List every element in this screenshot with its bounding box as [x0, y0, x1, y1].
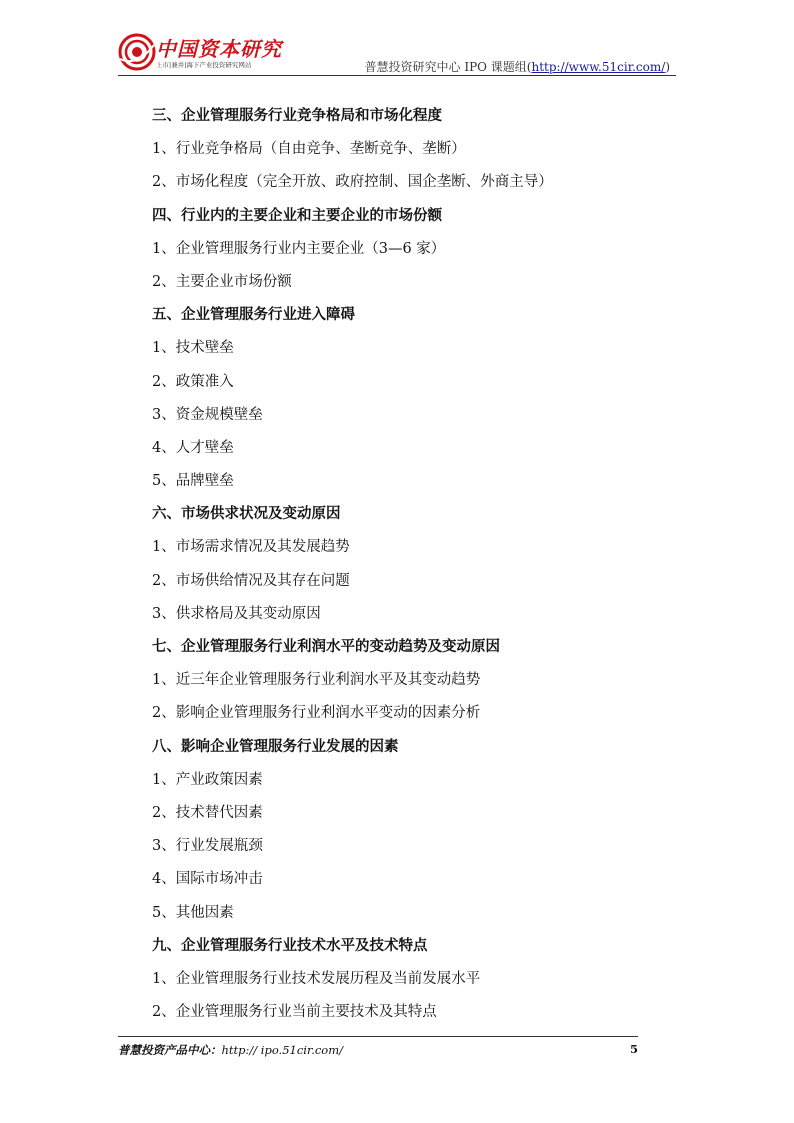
section-heading: 五、企业管理服务行业进入障碍 [152, 307, 355, 324]
document-body [152, 100, 692, 1029]
logo-name: 中国资本研究 [156, 37, 282, 61]
list-item: 1、技术壁垒 [152, 340, 234, 357]
list-item: 2、主要企业市场份额 [152, 273, 292, 290]
logo-slogan: 上市|兼并|海下产业投资研究网站 [156, 61, 252, 69]
list-item: 1、企业管理服务行业技术发展历程及当前发展水平 [152, 970, 481, 987]
list-item: 1、行业竞争格局（自由竞争、垄断竞争、垄断） [152, 141, 466, 158]
header-org-text: 普慧投资研究中心 IPO 课题组( [364, 60, 532, 74]
list-item: 1、近三年企业管理服务行业利润水平及其变动趋势 [152, 672, 481, 689]
page-header [118, 30, 676, 76]
list-item: 4、国际市场冲击 [152, 871, 263, 888]
page-number: 5 [629, 1042, 638, 1056]
list-item: 3、供求格局及其变动原因 [152, 605, 321, 622]
footer-url[interactable]: http:// ipo.51cir.com/ [221, 1043, 343, 1057]
list-item: 1、市场需求情况及其发展趋势 [152, 539, 350, 556]
site-logo[interactable] [118, 33, 282, 73]
section-heading: 三、企业管理服务行业竞争格局和市场化程度 [152, 108, 442, 124]
section-heading: 六、市场供求状况及变动原因 [152, 506, 341, 523]
list-item: 1、企业管理服务行业内主要企业（3—6 家） [152, 240, 446, 257]
list-item: 5、品牌壁垒 [152, 473, 234, 490]
list-item: 2、企业管理服务行业当前主要技术及其特点 [152, 1004, 437, 1021]
list-item: 2、市场供给情况及其存在问题 [152, 572, 350, 589]
list-item: 3、资金规模壁垒 [152, 406, 263, 423]
footer-label: 普慧投资产品中心： [118, 1043, 222, 1057]
section-heading: 八、影响企业管理服务行业发展的因素 [152, 738, 399, 755]
section-heading: 四、行业内的主要企业和主要企业的市场份额 [152, 207, 442, 224]
list-item: 2、技术替代因素 [152, 804, 263, 821]
list-item: 3、行业发展瓶颈 [152, 838, 263, 855]
header-website-link[interactable]: http://www.51cir.com/ [531, 60, 666, 74]
list-item: 5、其他因素 [152, 904, 234, 921]
section-heading: 九、企业管理服务行业技术水平及技术特点 [152, 937, 428, 954]
logo-swirl-icon [118, 33, 156, 71]
footer-info [118, 1042, 343, 1058]
list-item: 1、产业政策因素 [152, 771, 263, 788]
header-close-paren: ) [665, 60, 670, 74]
list-item: 2、政策准入 [152, 373, 234, 390]
list-item: 2、影响企业管理服务行业利润水平变动的因素分析 [152, 705, 481, 722]
section-heading: 七、企业管理服务行业利润水平的变动趋势及变动原因 [152, 639, 500, 655]
page-footer [118, 1036, 638, 1061]
list-item: 2、市场化程度（完全开放、政府控制、国企垄断、外商主导） [152, 174, 553, 191]
header-info [365, 58, 670, 75]
list-item: 4、人才壁垒 [152, 439, 234, 456]
